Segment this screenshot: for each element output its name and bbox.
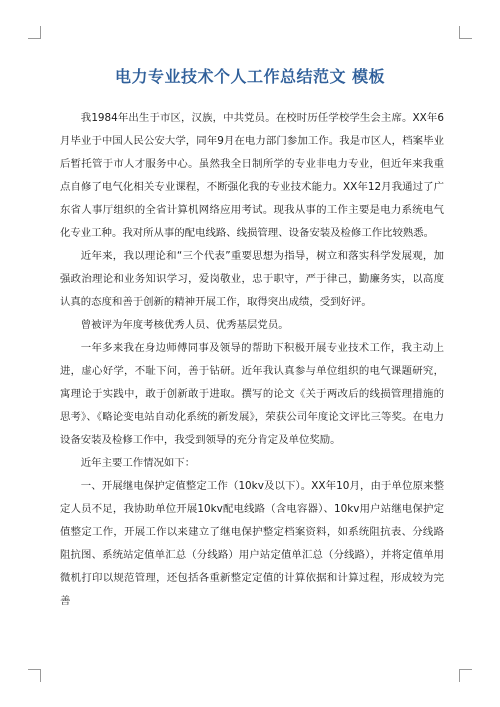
- document-body: [60, 107, 444, 613]
- paragraph-5: 近年主要工作情况如下：: [80, 457, 196, 469]
- crop-mark-bottom-right: [459, 669, 472, 682]
- paragraph-4: 一年多来我在身边师傅同事及领导的帮助下积极开展专业技术工作，我主动上进，虚心好学，不耻下问，善于钻研。近年我认真参与单位组织的电气课题研究，寓理论于实践中，敢于创新敢于进取。撰写的论文《关于两改后的线损管理措施的思考》、《略论变电站自动化系统的新发展》，荣获公司年度论文评比三等奖。在电力设备安装及检修工作中，我受到领导的充分肯定及单位奖励。: [60, 342, 444, 446]
- paragraph-6: 一、开展继电保护定值整定工作（10kv及以下）。XX年10月，由于单位原来整定人员不足，我协助单位开展10kv配电线路（含电容器）、10kv用户站继电保护定值整定工作，开展工作以来建立了继电保护整定档案资料，如系统阻抗表、分线路阻抗图、系统站定值单汇总（分线路）用户站定值单汇总（分线路），并将定值单用微机打印以规范管理，还包括各重新整定定值的计算依据和计算过程，形成较为完善: [60, 480, 444, 607]
- crop-mark-top-left: [28, 26, 41, 39]
- paragraph-1: 我1984年出生于市区，汉族，中共党员。在校时历任学校学生会主席。XX年6月毕业于中国人民公安大学，同年9月在电力部门参加工作。我是市区人，档案毕业后暂托管于市人才服务中心。虽然我全日制所学的专业非电力专业，但近年来我重点自修了电气化相关专业课程，不断强化我的专业技术能力。XX年12月我通过了广东省人事厅组织的全省计算机网络应用考试。现我从事的工作主要是电力系统电气化专业工种。我对所从事的配电线路、线损管理、设备安装及检修工作比较熟悉。: [60, 112, 444, 239]
- crop-mark-bottom-left: [28, 669, 41, 682]
- crop-mark-top-right: [459, 26, 472, 39]
- paragraph-2: 近年来，我以理论和“三个代表”重要思想为指导，树立和落实科学发展观，加强政治理论和业务知识学习，爱岗敬业，忠于职守，严于律己，勤廉务实，以高度认真的态度和善于创新的精神开展工作，取得突出成绩，受到好评。: [60, 250, 444, 308]
- document-title: 电力专业技术个人工作总结范文 模板: [114, 67, 386, 86]
- paragraph-3: 曾被评为年度考核优秀人员、优秀基层党员。: [80, 319, 289, 331]
